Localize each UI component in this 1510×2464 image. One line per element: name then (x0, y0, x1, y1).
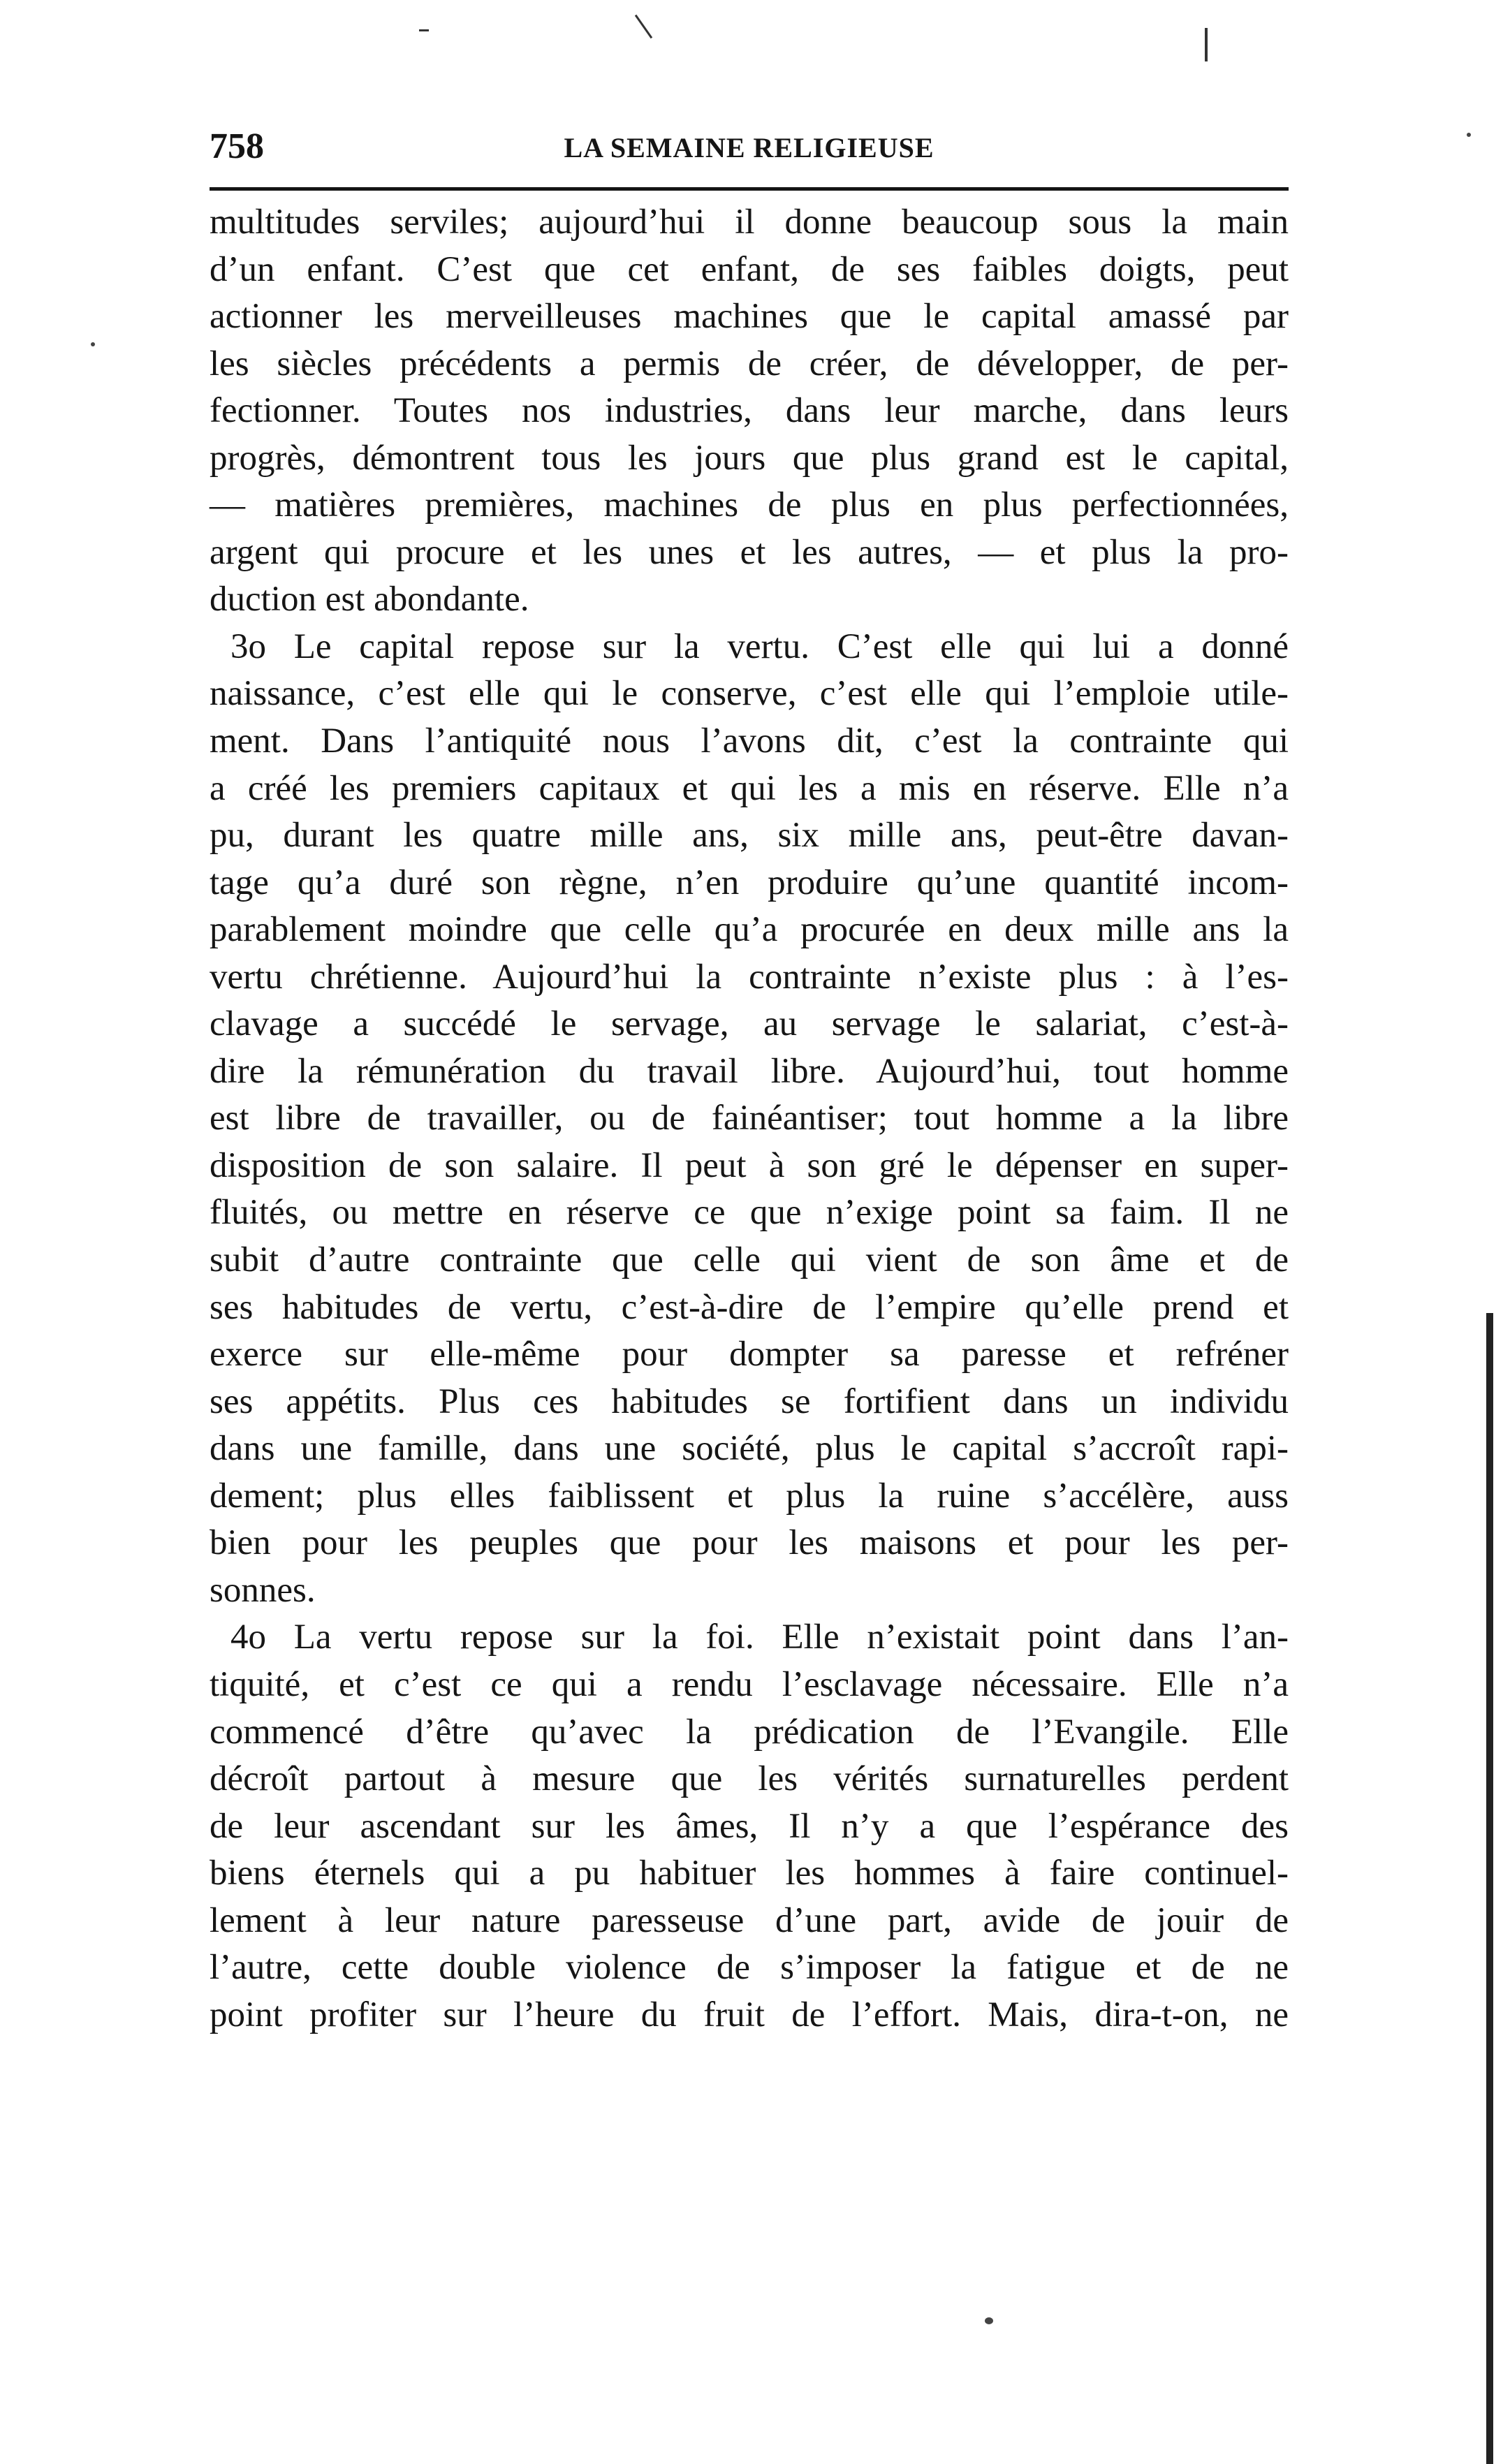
text-line: est libre de travailler, ou de fainéantiser; tout homme a la libre (210, 1099, 1289, 1138)
page-header (210, 122, 1289, 171)
header-rule (210, 187, 1289, 191)
text-line: clavage a succédé le servage, au servage le salariat, c’est-à- (210, 1004, 1289, 1044)
text-line: fectionner. Toutes nos industries, dans leur marche, dans leurs (210, 391, 1289, 431)
text-line: dement; plus elles faiblissent et plus la ruine s’accélère, auss (210, 1476, 1289, 1516)
scan-mark-top-middle (635, 15, 652, 38)
text-line: tage qu’a duré son règne, n’en produire qu’une quantité incom- (210, 863, 1289, 902)
text-line: fluités, ou mettre en réserve ce que n’exige point sa faim. Il ne (210, 1193, 1289, 1233)
running-title: LA SEMAINE RELIGIEUSE (564, 132, 934, 163)
scan-mark-top-left (419, 29, 429, 31)
text-line: l’autre, cette double violence de s’imposer la fatigue et de ne (210, 1948, 1289, 1988)
text-line: ment. Dans l’antiquité nous l’avons dit, c’est la contrainte qui (210, 721, 1289, 761)
text-line: tiquité, et c’est ce qui a rendu l’esclavage nécessaire. Elle n’a (210, 1664, 1289, 1704)
text-line: décroît partout à mesure que les vérités surnaturelles perdent (210, 1759, 1289, 1799)
scan-mark-top-right (1205, 28, 1208, 61)
page-edge-shadow (1486, 1313, 1493, 2464)
text-line: sonnes. (210, 1570, 316, 1610)
text-line: a créé les premiers capitaux et qui les a mis en réserve. Elle n’a (210, 768, 1289, 808)
text-line: ses appétits. Plus ces habitudes se fortifient dans un individu (210, 1381, 1289, 1421)
text-line: de leur ascendant sur les âmes, Il n’y a que l’espérance des (210, 1806, 1289, 1846)
text-line: argent qui procure et les unes et les autres, — et plus la pro- (210, 532, 1289, 572)
text-line: 3o Le capital repose sur la vertu. C’est elle qui lui a donné (230, 626, 1289, 666)
text-line: duction est abondante. (210, 580, 529, 619)
text-line: parablement moindre que celle qu’a procurée en deux mille ans la (210, 910, 1289, 950)
text-line: actionner les merveilleuses machines que le capital amassé par (210, 297, 1289, 337)
text-line: lement à leur nature paresseuse d’une part, avide de jouir de (210, 1900, 1289, 1940)
text-line: disposition de son salaire. Il peut à son gré le dépenser en super- (210, 1145, 1289, 1185)
body-text (210, 199, 1289, 2039)
page-number: 758 (210, 126, 264, 166)
text-line: pu, durant les quatre mille ans, six mille ans, peut-être davan- (210, 816, 1289, 856)
text-line: ses habitudes de vertu, c’est-à-dire de l’empire qu’elle prend et (210, 1287, 1289, 1327)
text-line: d’un enfant. C’est que cet enfant, de ses faibles doigts, peut (210, 249, 1289, 289)
text-line: multitudes serviles; aujourd’hui il donne beaucoup sous la main (210, 203, 1289, 242)
text-line: commencé d’être qu’avec la prédication de l’Evangile. Elle (210, 1712, 1289, 1752)
text-line: subit d’autre contrainte que celle qui vient de son âme et de (210, 1240, 1289, 1280)
scan-speck-right (1467, 133, 1471, 137)
text-line: biens éternels qui a pu habituer les hommes à faire continuel- (210, 1854, 1289, 1893)
text-line: naissance, c’est elle qui le conserve, c’est elle qui l’emploie utile- (210, 674, 1289, 714)
text-line: vertu chrétienne. Aujourd’hui la contrainte n’existe plus : à l’es- (210, 957, 1289, 997)
text-line: exerce sur elle-même pour dompter sa paresse et refréner (210, 1335, 1289, 1374)
text-line: — matières premières, machines de plus en plus perfectionnées, (210, 485, 1289, 525)
text-line: dire la rémunération du travail libre. Aujourd’hui, tout homme (210, 1051, 1289, 1091)
scan-speck-bottom (985, 2317, 993, 2324)
text-line: dans une famille, dans une société, plus le capital s’accroît rapi- (210, 1429, 1289, 1469)
text-line: point profiter sur l’heure du fruit de l’effort. Mais, dira-t-on, ne (210, 1995, 1289, 2034)
text-line: bien pour les peuples que pour les maisons et pour les per- (210, 1523, 1289, 1563)
text-line: les siècles précédents a permis de créer, de développer, de per- (210, 344, 1289, 383)
text-line: 4o La vertu repose sur la foi. Elle n’existait point dans l’an- (230, 1618, 1289, 1657)
scan-speck-left (91, 342, 95, 346)
text-line: progrès, démontrent tous les jours que plus grand est le capital, (210, 438, 1289, 478)
